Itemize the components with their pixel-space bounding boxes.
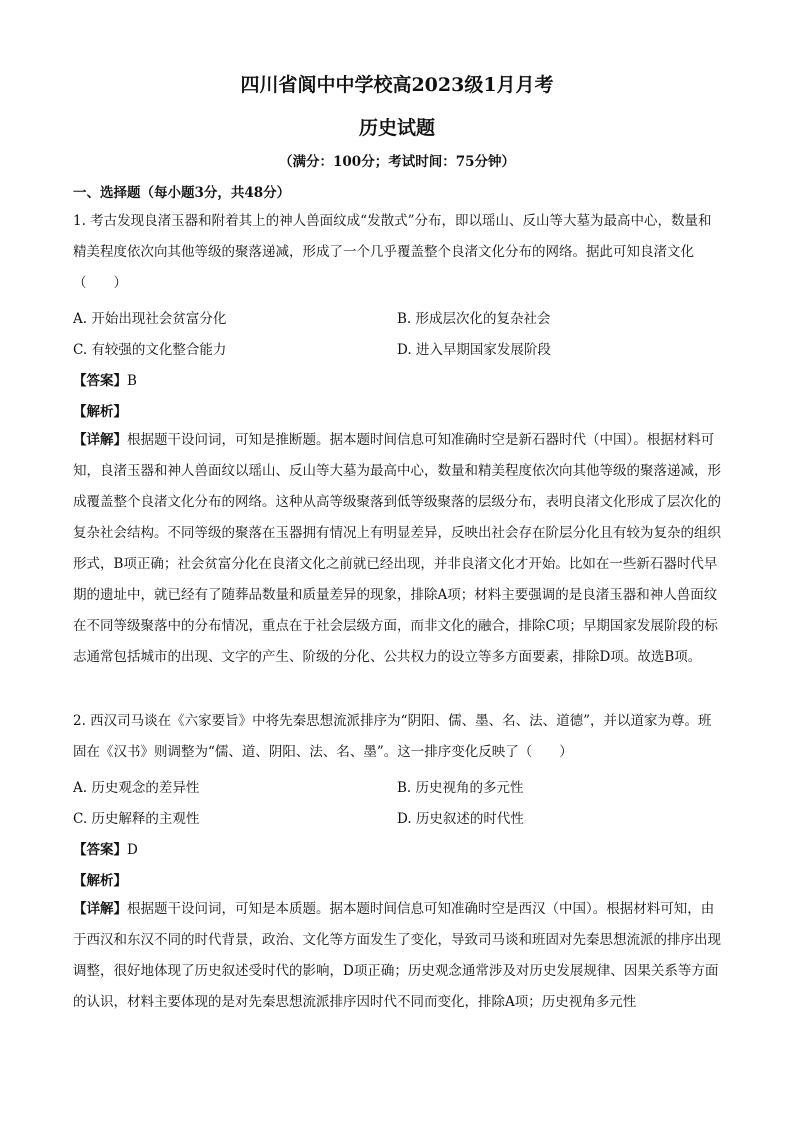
- detail-tag: 【详解】: [73, 432, 127, 448]
- q1-stem: 1. 考古发现良渚玉器和附着其上的神人兽面纹成“发散式”分布，即以瑶山、反山等大墓为最高中心，数量和精美程度依次向其他等级的聚落递减，形成了一个几乎覆盖整个良渚文化分布的网络。据此可知良渚文化（ ）: [73, 213, 712, 291]
- detail-text: 根据题干设问词，可知是推断题。据本题时间信息可知准确时空是新石器时代（中国）。根据材料可知，良渚玉器和神人兽面纹以瑶山、反山等大墓为最高中心，数量和精美程度依次向其他等级的聚落递减，形成覆盖整个良渚文化分布的网络。这种从高等级聚落到低等级聚落的层级分布，表明良渚文化形成了层次化的复杂社会结构。不同等级的聚落在玉器拥有情况上有明显差异，反映出社会存在阶层分化且有较为复杂的组织形式，B项正确；社会贫富分化在良渚文化之前就已经出现，并非良渚文化才开始。比如在一些新石器时代早期的遗址中，就已经有了随葬品数量和质量差异的现象，排除A项；材料主要强调的是良渚玉器和神人兽面纹在不同等级聚落中的分布情况，重点在于社会层级方面，而非文化的融合，排除C项；早期国家发展阶段的标志通常包括城市的出现、文字的产生、阶级的分化、公共权力的设立等多方面要素，排除D项。故选B项。: [73, 432, 721, 665]
- q1-option-c: C. 有较强的文化整合能力: [73, 342, 227, 358]
- q1-option-d: D. 进入早期国家发展阶段: [397, 342, 551, 358]
- q1-option-b: B. 形成层次化的复杂社会: [397, 311, 551, 327]
- q2-detail: [73, 894, 723, 1018]
- q1-analysis-tag: 【解析】: [73, 404, 127, 420]
- answer-tag: 【答案】: [73, 373, 127, 389]
- exam-meta: （满分：100分；考试时间：75分钟）: [279, 154, 515, 170]
- q1-answer: [73, 369, 137, 389]
- answer-tag: 【答案】: [73, 842, 127, 858]
- q1-detail: [73, 425, 723, 673]
- detail-tag: 【详解】: [73, 901, 127, 917]
- q2-stem: 2. 西汉司马谈在《六家要旨》中将先秦思想流派排序为“阴阳、儒、墨、名、法、道德”，并以道家为尊。班固在《汉书》则调整为“儒、道、阴阳、法、名、墨”。这一排序变化反映了（ ）: [73, 713, 712, 760]
- subject-title: 历史试题: [358, 117, 435, 139]
- q2-option-c: C. 历史解释的主观性: [73, 811, 200, 827]
- q2-option-a: A. 历史观念的差异性: [73, 780, 200, 796]
- q1-option-a: A. 开始出现社会贫富分化: [73, 311, 227, 327]
- exam-title: 四川省阆中中学校高2023级1月月考: [240, 74, 554, 96]
- section-heading: 一、选择题（每小题3分，共48分）: [73, 185, 291, 201]
- q2-option-d: D. 历史叙述的时代性: [397, 811, 524, 827]
- answer-value: B: [127, 373, 137, 389]
- q2-answer: [73, 838, 138, 858]
- detail-text: 根据题干设问词，可知是本质题。据本题时间信息可知准确时空是西汉（中国）。根据材料可知，由于西汉和东汉不同的时代背景，政治、文化等方面发生了变化，导致司马谈和班固对先秦思想流派的排序出现调整，很好地体现了历史叙述受时代的影响，D项正确；历史观念通常涉及对历史发展规律、因果关系等方面的认识，材料主要体现的是对先秦思想流派排序因时代不同而变化，排除A项；历史视角多元性: [73, 901, 721, 1010]
- q2-analysis-tag: 【解析】: [73, 873, 127, 889]
- answer-value: D: [127, 842, 138, 858]
- q2-option-b: B. 历史视角的多元性: [397, 780, 524, 796]
